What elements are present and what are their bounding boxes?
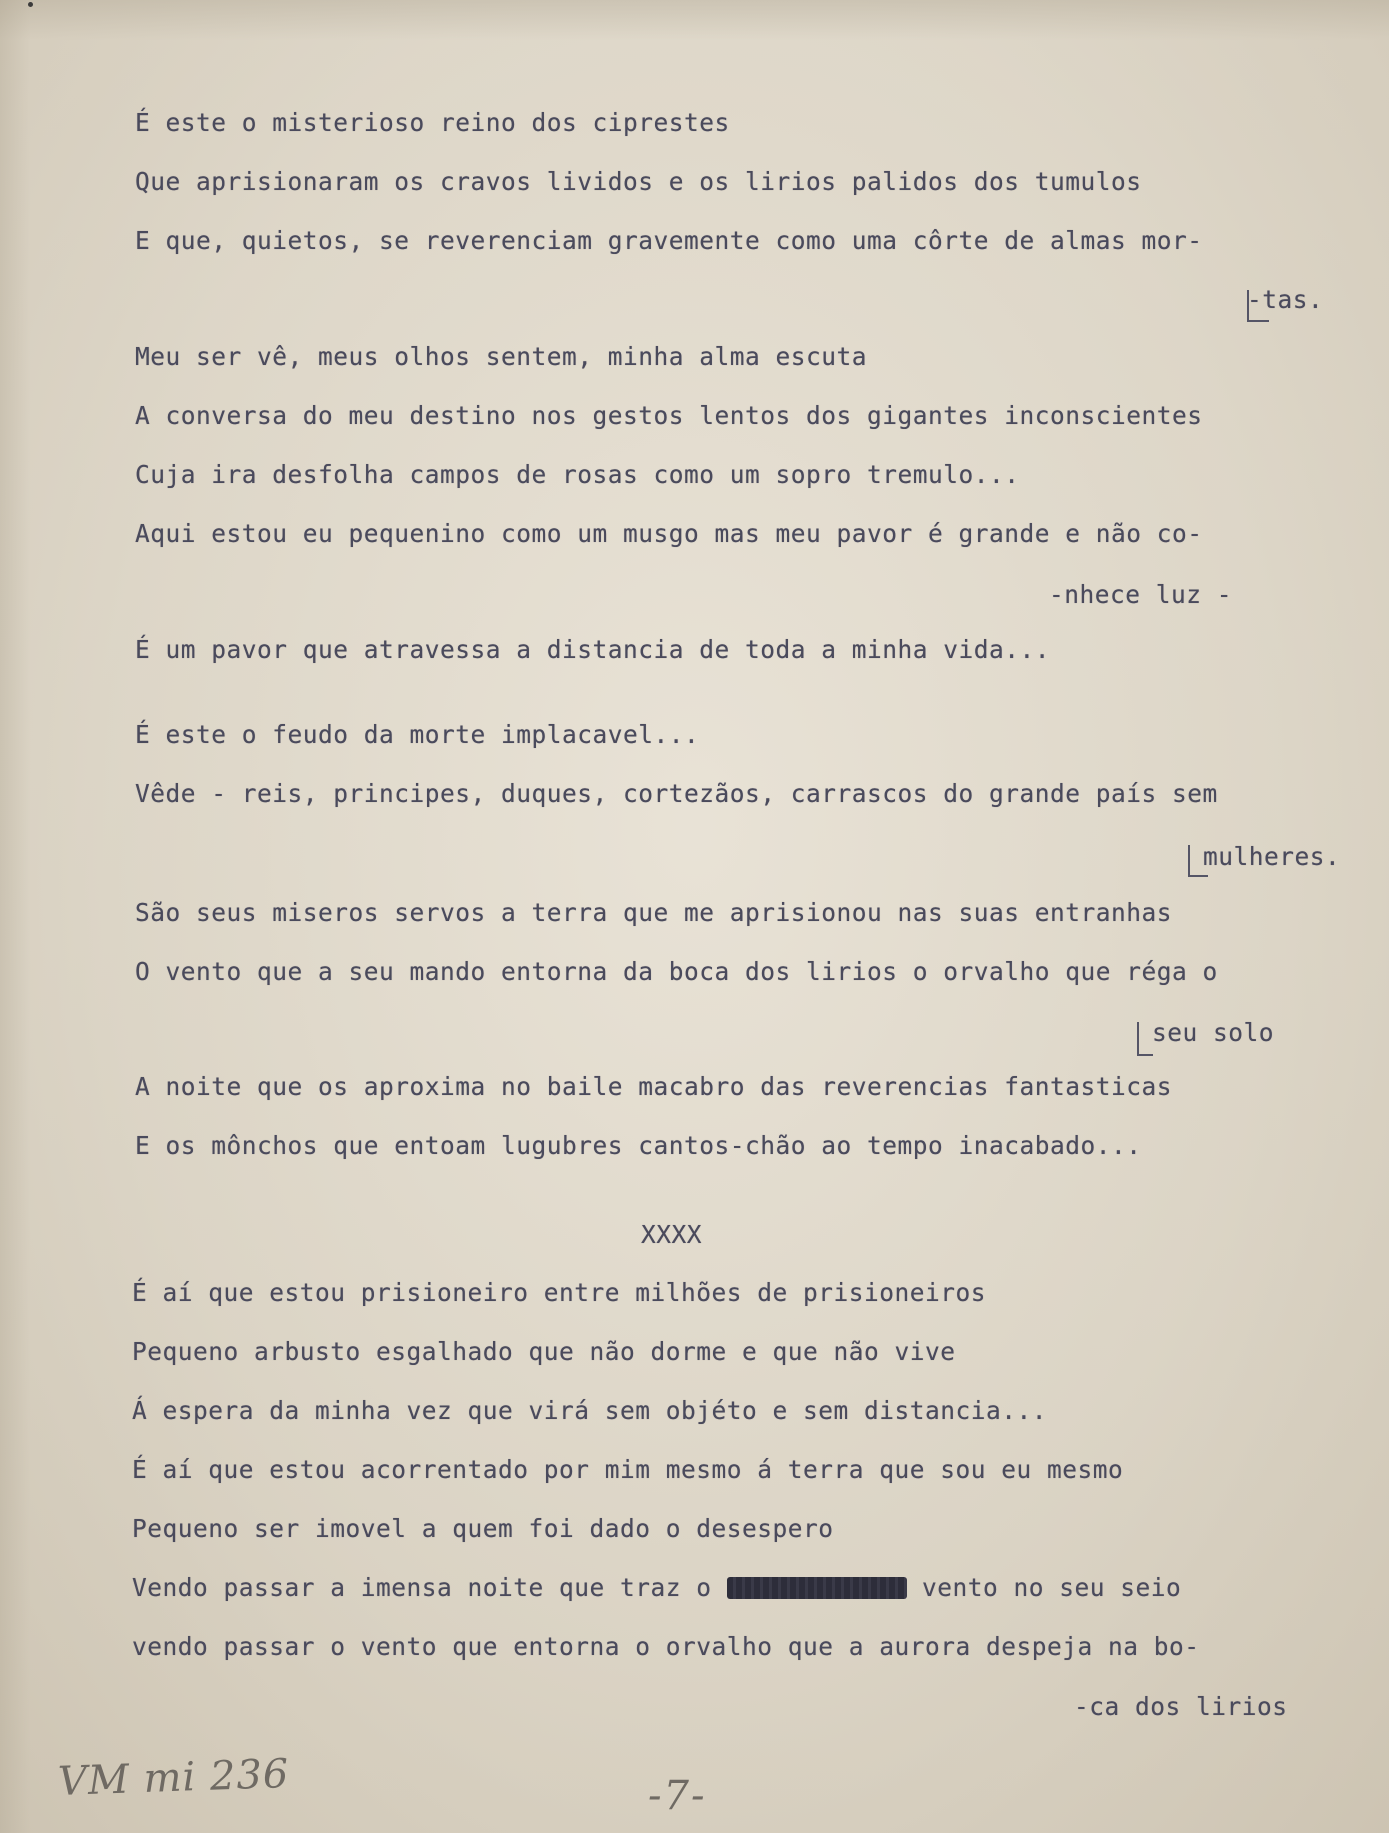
poem-line: É aí que estou prisioneiro entre milhões de prisioneiros	[132, 1278, 987, 1307]
poem-line: E os mônchos que entoam lugubres cantos-chão ao tempo inacabado...	[135, 1131, 1142, 1160]
poem-line: vendo passar o vento que entorna o orvalho que a aurora despeja na bo-	[132, 1632, 1200, 1661]
hyphen-bracket	[1137, 1022, 1153, 1056]
poem-line-continuation: -ca dos lirios	[1074, 1692, 1288, 1721]
page-number: -7-	[648, 1773, 707, 1819]
poem-line: Pequeno arbusto esgalhado que não dorme e que não vive	[132, 1337, 956, 1366]
ink-dot	[28, 2, 33, 7]
poem-line-continuation: mulheres.	[1203, 842, 1341, 871]
poem-line-end: vento no seu seio	[922, 1573, 1182, 1602]
poem-line-continuation: -tas.	[1247, 285, 1324, 314]
poem-line: Aqui estou eu pequenino como um musgo mas meu pavor é grande e não co-	[135, 519, 1203, 548]
poem-line-continuation: -nhece luz -	[1049, 580, 1233, 609]
poem-line-start: Vendo passar a imensa noite que traz o	[132, 1573, 712, 1602]
poem-line: É este o misterioso reino dos ciprestes	[135, 108, 730, 137]
redacted-word	[727, 1577, 907, 1599]
poem-line: Á espera da minha vez que virá sem objéto e sem distancia...	[132, 1396, 1048, 1425]
poem-line: O vento que a seu mando entorna da boca dos lirios o orvalho que réga o	[135, 957, 1218, 986]
poem-line: E que, quietos, se reverenciam gravemente como uma côrte de almas mor-	[135, 226, 1203, 255]
poem-line: Cuja ira desfolha campos de rosas como um sopro tremulo...	[135, 460, 1020, 489]
poem-line: Pequeno ser imovel a quem foi dado o desespero	[132, 1514, 834, 1543]
archive-reference: VM mi 236	[57, 1750, 291, 1806]
poem-line: Meu ser vê, meus olhos sentem, minha alma escuta	[135, 342, 868, 371]
poem-line: Que aprisionaram os cravos lividos e os lirios palidos dos tumulos	[135, 167, 1142, 196]
poem-line: É este o feudo da morte implacavel...	[135, 720, 700, 749]
poem-line: Vêde - reis, principes, duques, cortezãos, carrascos do grande país sem	[135, 779, 1218, 808]
poem-line: A noite que os aproxima no baile macabro das reverencias fantasticas	[135, 1072, 1173, 1101]
poem-line-continuation: seu solo	[1152, 1018, 1275, 1047]
poem-line: A conversa do meu destino nos gestos lentos dos gigantes inconscientes	[135, 401, 1203, 430]
poem-line: É aí que estou acorrentado por mim mesmo á terra que sou eu mesmo	[132, 1455, 1124, 1484]
poem-line	[132, 1573, 1181, 1603]
poem-line: São seus miseros servos a terra que me aprisionou nas suas entranhas	[135, 898, 1173, 927]
poem-line: É um pavor que atravessa a distancia de toda a minha vida...	[135, 635, 1051, 664]
section-divider: XXXX	[641, 1220, 703, 1249]
